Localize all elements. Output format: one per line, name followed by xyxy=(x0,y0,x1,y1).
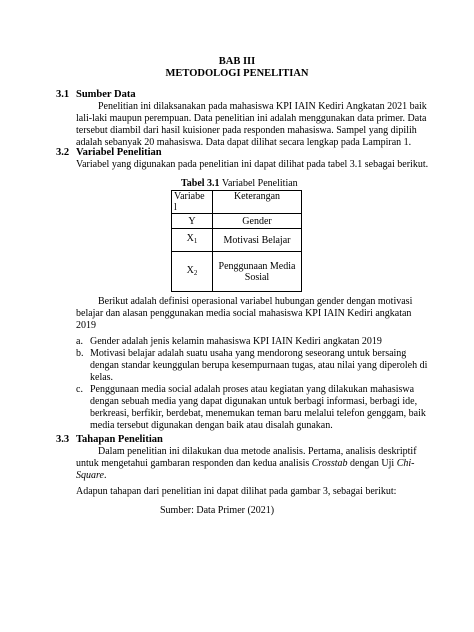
table-row xyxy=(172,229,302,252)
variable-symbol: X xyxy=(186,264,194,276)
variable-subscript: 1 xyxy=(193,237,198,245)
text-run-italic: Chi- xyxy=(396,458,415,469)
section-3-1-heading: Sumber Data xyxy=(76,89,136,100)
description-line: Sosial xyxy=(244,271,270,283)
text-run: . xyxy=(103,470,107,481)
section-3-3-paragraph xyxy=(76,446,417,482)
paragraph-line: lali-laki maupun perempuan. Data penelitian ini adalah menggunakan data primer. Data xyxy=(76,113,427,124)
header-text: Variabe xyxy=(174,191,205,202)
list-item-a xyxy=(90,336,414,348)
paragraph-line: tersebut diambil dari hasil kuisioner pada responden mahasiswa. Sampel yang dipilih xyxy=(76,125,417,136)
chapter-label: BAB III xyxy=(218,56,256,67)
list-item-c xyxy=(90,384,426,432)
list-item-b xyxy=(90,348,428,384)
table-caption-label: Tabel 3.1 xyxy=(181,178,220,189)
table-cell-variable xyxy=(172,229,213,252)
list-line: Penggunaan media social adalah proses atau kegiatan yang dilakukan mahasiswa xyxy=(90,384,415,395)
paragraph-line: Penelitian ini dilaksanakan pada mahasiswa KPI IAIN Kediri Angkatan 2021 baik xyxy=(98,101,427,112)
list-line: dengan sebuah media yang dapat digunakan untuk berbagi informasi, berbagi ide, xyxy=(90,396,418,407)
table-cell-variable xyxy=(172,214,213,229)
description-line: Penggunaan Media xyxy=(218,260,296,272)
list-line: dengan standar keunggulan berupa kesempurnaan tugas, atau nilai yang diperoleh di xyxy=(90,360,428,371)
figure-source: Sumber: Data Primer (2021) xyxy=(160,505,275,516)
list-line: Motivasi belajar adalah suatu usaha yang mendorong seseorang untuk bersaing xyxy=(90,348,407,359)
header-text: l xyxy=(174,202,177,213)
paragraph-line xyxy=(76,458,414,470)
section-3-2-heading: Variabel Penelitian xyxy=(76,147,162,158)
table-caption-title: Variabel Penelitian xyxy=(219,178,298,189)
list-line: media tersebut digunakan dengan baik atau disalah gunakan. xyxy=(90,420,333,431)
paragraph-line: belajar dan alasan penggunakan media social mahasiswa KPI IAIN Kediri angkatan xyxy=(76,308,412,319)
list-line: Gender adalah jenis kelamin mahasiswa KPI IAIN Kediri angkatan 2019 xyxy=(90,336,382,347)
table-header-description: Keterangan xyxy=(213,191,302,214)
table-row xyxy=(172,214,302,229)
section-3-1-number: 3.1 xyxy=(56,89,70,100)
variable-symbol: Y xyxy=(188,215,196,227)
table-cell-description: Motivasi Belajar xyxy=(213,229,302,252)
table-cell-variable xyxy=(172,252,213,292)
paragraph-line: Berikut adalah definisi operasional variabel hubungan gender dengan motivasi xyxy=(98,296,413,307)
text-run: dengan Uji xyxy=(347,458,397,469)
paragraph-line xyxy=(76,470,414,482)
table-header-variable xyxy=(172,191,213,214)
text-run: untuk mengetahui gambaran responden dan kedua analisis xyxy=(76,458,312,469)
variable-subscript: 2 xyxy=(193,268,198,277)
list-line: kelas. xyxy=(90,372,114,383)
paragraph-line: adalah sebanyak 20 mahasiswa. Data dapat dilihat secara lengkap pada Lampiran 1. xyxy=(76,137,412,148)
chapter-title: METODOLOGI PENELITIAN xyxy=(165,68,309,79)
variable-symbol: X xyxy=(186,233,194,244)
tahapan-intro: Adapun tahapan dari penelitian ini dapat dilihat pada gambar 3, sebagai berikut: xyxy=(76,486,397,497)
text-run-italic: Square xyxy=(76,470,104,481)
section-3-1-paragraph xyxy=(76,101,427,149)
definitions-paragraph xyxy=(76,296,414,332)
variables-table xyxy=(171,190,302,292)
list-line: berkreasi, berfikir, berdebat, menemukan teman baru melalui telefon genggam, baik xyxy=(90,408,426,419)
table-row xyxy=(172,252,302,292)
paragraph-line: 2019 xyxy=(76,320,96,331)
paragraph-line: Dalam penelitian ini dilakukan dua metode analisis. Pertama, analisis deskriptif xyxy=(98,446,417,457)
list-marker-c: c. xyxy=(76,384,83,395)
section-3-2-intro: Variabel yang digunakan pada penelitian ini dapat dilihat pada tabel 3.1 sebagai berikut. xyxy=(76,159,429,170)
section-3-3-heading: Tahapan Penelitian xyxy=(76,434,163,445)
list-marker-a: a. xyxy=(76,336,83,347)
list-marker-b: b. xyxy=(76,348,84,359)
table-cell-description: Gender xyxy=(213,214,302,229)
table-caption xyxy=(181,178,298,190)
table-header-row xyxy=(172,191,302,214)
text-run-italic: Crosstab xyxy=(311,458,348,469)
section-3-3-number: 3.3 xyxy=(56,434,70,445)
section-3-2-number: 3.2 xyxy=(56,147,70,158)
table-cell-description xyxy=(213,252,302,292)
